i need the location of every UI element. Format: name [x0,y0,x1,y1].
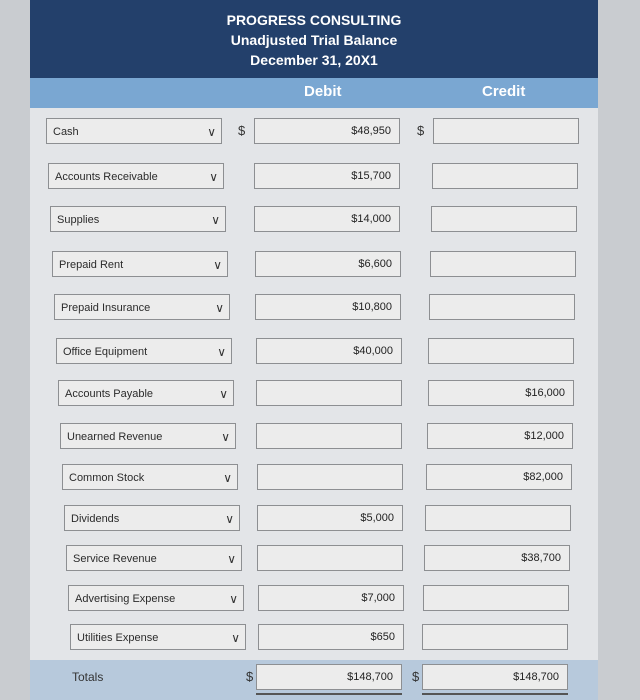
credit-input[interactable] [422,624,568,650]
account-select-label: Prepaid Insurance [61,302,151,314]
account-select[interactable] [64,505,240,531]
account-select[interactable] [48,163,224,189]
trial-balance-row [0,380,640,408]
debit-input[interactable] [257,464,403,490]
debit-input[interactable]: $650 [258,624,404,650]
account-select[interactable] [54,294,230,320]
totals-credit-field: $148,700 [422,664,568,690]
debit-input[interactable]: $5,000 [257,505,403,531]
credit-input[interactable] [432,163,578,189]
account-select-label: Prepaid Rent [59,259,124,271]
chevron-down-icon[interactable]: ∨ [219,387,228,401]
column-header-bar [30,78,598,108]
report-date: December 31, 20X1 [250,52,378,68]
debit-input[interactable]: $15,700 [254,163,400,189]
account-select-label: Office Equipment [63,346,148,358]
credit-input[interactable] [433,118,579,144]
debit-input[interactable]: $10,800 [255,294,401,320]
trial-balance-row [0,338,640,366]
account-select-label: Dividends [71,513,120,525]
account-select[interactable] [70,624,246,650]
trial-balance-row [0,585,640,613]
trial-balance-row [0,163,640,191]
credit-input[interactable] [425,505,571,531]
account-select-label: Supplies [57,214,100,226]
trial-balance-row [0,206,640,234]
totals-credit-dollar-sign: $ [412,669,420,684]
debit-input[interactable]: $40,000 [256,338,402,364]
account-select-label: Utilities Expense [77,632,159,644]
account-select-label: Accounts Receivable [55,171,158,183]
debit-dollar-sign: $ [238,123,246,138]
debit-column-header: Debit [304,83,342,100]
totals-label: Totals [72,670,104,684]
credit-input[interactable] [429,294,575,320]
debit-input[interactable] [256,380,402,406]
trial-balance-row [0,251,640,279]
totals-credit-underline [422,693,568,695]
account-select-label: Accounts Payable [65,388,154,400]
trial-balance-row [0,423,640,451]
chevron-down-icon[interactable]: ∨ [217,345,226,359]
chevron-down-icon[interactable]: ∨ [215,301,224,315]
report-header [30,0,598,78]
account-select-label: Cash [53,126,79,138]
credit-input[interactable]: $82,000 [426,464,572,490]
account-select[interactable] [56,338,232,364]
account-select[interactable] [66,545,242,571]
account-select[interactable] [50,206,226,232]
account-select[interactable] [58,380,234,406]
debit-input[interactable] [257,545,403,571]
trial-balance-row [0,118,640,146]
debit-input[interactable]: $14,000 [254,206,400,232]
chevron-down-icon[interactable]: ∨ [231,631,240,645]
debit-input[interactable] [256,423,402,449]
account-select[interactable] [46,118,222,144]
chevron-down-icon[interactable]: ∨ [207,125,216,139]
chevron-down-icon[interactable]: ∨ [209,170,218,184]
totals-debit-underline [256,693,402,695]
credit-input[interactable] [423,585,569,611]
debit-input[interactable]: $6,600 [255,251,401,277]
account-select[interactable] [62,464,238,490]
account-select[interactable] [68,585,244,611]
trial-balance-row [0,505,640,533]
trial-balance-row [0,464,640,492]
credit-dollar-sign: $ [417,123,425,138]
credit-column-header: Credit [482,83,526,100]
trial-balance-row [0,545,640,573]
report-title: Unadjusted Trial Balance [230,32,398,48]
account-select-label: Unearned Revenue [67,431,163,443]
account-select-label: Advertising Expense [75,593,176,605]
chevron-down-icon[interactable]: ∨ [225,512,234,526]
chevron-down-icon[interactable]: ∨ [227,552,236,566]
account-select[interactable] [60,423,236,449]
credit-input[interactable]: $16,000 [428,380,574,406]
credit-input[interactable]: $38,700 [424,545,570,571]
debit-input[interactable]: $48,950 [254,118,400,144]
account-select[interactable] [52,251,228,277]
credit-input[interactable] [431,206,577,232]
account-select-label: Service Revenue [73,553,157,565]
credit-input[interactable] [428,338,574,364]
credit-input[interactable]: $12,000 [427,423,573,449]
chevron-down-icon[interactable]: ∨ [221,430,230,444]
debit-input[interactable]: $7,000 [258,585,404,611]
totals-debit-field: $148,700 [256,664,402,690]
chevron-down-icon[interactable]: ∨ [223,471,232,485]
credit-input[interactable] [430,251,576,277]
chevron-down-icon[interactable]: ∨ [213,258,222,272]
trial-balance-row [0,624,640,652]
totals-row [0,664,640,692]
trial-balance-row [0,294,640,322]
company-name: PROGRESS CONSULTING [226,12,402,28]
totals-debit-dollar-sign: $ [246,669,254,684]
account-select-label: Common Stock [69,472,145,484]
chevron-down-icon[interactable]: ∨ [211,213,220,227]
chevron-down-icon[interactable]: ∨ [229,592,238,606]
